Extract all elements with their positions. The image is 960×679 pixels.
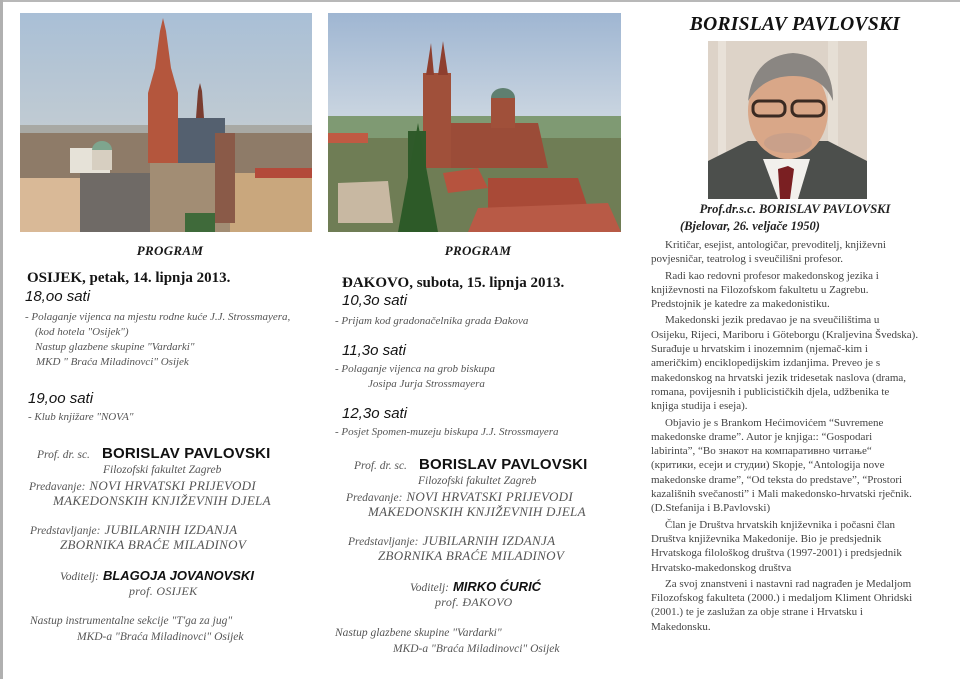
lecturer-name: BORISLAV PAVLOVSKI	[101, 445, 271, 462]
session-time: 10,3o sati	[342, 292, 408, 309]
session-line: Josipa Jurja Strossmayera	[368, 378, 485, 390]
lecturer-line	[37, 445, 271, 463]
session-line: - Polaganje vijenca na grob biskupa	[335, 363, 495, 375]
closing-line: Nastup glazbene skupine "Vardarki"	[335, 627, 502, 639]
closing-line: MKD-a "Braća Miladinovci" Osijek	[393, 643, 560, 655]
moderator-label: Voditelj:	[60, 571, 99, 583]
moderator-line	[60, 567, 254, 585]
session-line: - Polaganje vijenca na mjestu rodne kuće J.J. Strossmayera,	[25, 311, 291, 323]
portrait-photo	[708, 41, 867, 199]
page-border-left	[0, 0, 3, 679]
presentation-label: Predstavljanje:	[30, 525, 101, 537]
moderator-title: prof. ĐAKOVO	[435, 595, 513, 609]
bio-text	[651, 238, 919, 636]
page-border-top	[0, 0, 960, 2]
presentation-label: Predstavljanje:	[348, 536, 419, 548]
lecture-title: NOVI HRVATSKI PRIJEVODI	[406, 489, 573, 504]
session-time: 12,3o sati	[342, 405, 408, 422]
session-time: 11,3o sati	[342, 342, 406, 359]
closing-line: MKD-a "Braća Miladinovci" Osijek	[77, 631, 244, 643]
moderator-line	[410, 578, 541, 596]
presentation-title-cont: ZBORNIKA BRAĆE MILADINOV	[378, 548, 565, 563]
session-line: (kod hotela "Osijek")	[35, 326, 129, 338]
djakovo-cathedral-photo	[328, 13, 621, 232]
moderator-title: prof. OSIJEK	[129, 584, 198, 598]
lecturer-prefix: Prof. dr. sc.	[354, 460, 407, 472]
lecturer-affiliation: Filozofski fakultet Zagreb	[418, 475, 537, 487]
bio-paragraph: Za svoj znanstveni i nastavni rad nagrađen je Medaljom Filozofskog fakulteta (2000.) i medaljom Kliment Ohridski (2001.) te je zaslužan za obje strane i Hrvatsku i Makedonsku.	[651, 577, 913, 633]
bio-paragraph: Kritičar, esejist, antologičar, prevoditelj, književni povjesničar, teatrolog i sveučilišni profesor.	[651, 239, 886, 266]
session-line: MKD " Braća Miladinovci" Osijek	[36, 356, 189, 368]
session-line: Nastup glazbene skupine "Vardarki"	[35, 341, 195, 353]
event-date-line: ĐAKOVO, subota, 15. lipnja 2013.	[342, 275, 565, 291]
lecturer-prefix: Prof. dr. sc.	[37, 449, 90, 461]
bio-title: BORISLAV PAVLOVSKI	[689, 14, 901, 35]
moderator-label: Voditelj:	[410, 582, 449, 594]
session-line: - Klub knjižare "NOVA"	[28, 411, 134, 423]
lecture-title-cont: MAKEDONSKIH KNJIŽEVNIH DJELA	[53, 493, 271, 508]
bio-paragraph: Član je Društva hrvatskih književnika i počasni član Društva književnika Makedonije. Bio je predsjednik Hrvatskoga filološkog društva (1997-2001) i predsjednik Hrvatsko-makedonskog društva	[651, 518, 902, 574]
bio-caption-name: Prof.dr.s.c. BORISLAV PAVLOVSKI	[699, 202, 891, 216]
presentation-title-cont: ZBORNIKA BRAĆE MILADINOV	[60, 537, 247, 552]
bio-caption-birth: (Bjelovar, 26. veljače 1950)	[680, 219, 820, 233]
lecture-label: Predavanje:	[29, 481, 86, 493]
presentation-title: JUBILARNIH IZDANJA	[104, 522, 238, 537]
moderator-name: BLAGOJA JOVANOVSKI	[102, 568, 254, 583]
lecturer-name: BORISLAV PAVLOVSKI	[418, 456, 588, 473]
lecture-title-cont: MAKEDONSKIH KNJIŽEVNIH DJELA	[368, 504, 586, 519]
lecture-label: Predavanje:	[346, 492, 403, 504]
presentation-title: JUBILARNIH IZDANJA	[422, 533, 556, 548]
moderator-name: MIRKO ĆURIĆ	[452, 579, 542, 594]
event-date-line: OSIJEK, petak, 14. lipnja 2013.	[27, 270, 231, 286]
lecture-title: NOVI HRVATSKI PRIJEVODI	[89, 478, 256, 493]
session-line: - Prijam kod gradonačelnika grada Đakova	[335, 315, 529, 327]
session-time: 18,oo sati	[25, 288, 91, 305]
osijek-cathedral-photo	[20, 13, 312, 232]
program-heading: PROGRAM	[444, 243, 512, 258]
bio-paragraph: Objavio je s Brankom Hećimovićem “Suvremene makedonske drame”. Autor je knjiga:: “Gospodari labirinta”, “Во знакот на компаративно читање“ (критики, есеји и студии) Skopje, “Antologija nove makedonske drame”, “Od teksta do predstave”, “Prostori kazališnih svečanosti” i Mali makedonsko-hrvatski rječnik. (D.Stefanija i B.Pavlovski)	[651, 416, 912, 515]
program-heading: PROGRAM	[136, 243, 204, 258]
session-line: - Posjet Spomen-muzeju biskupa J.J. Strossmayera	[335, 426, 559, 438]
bio-paragraph: Makedonski jezik predavao je na sveučilištima u Osijeku, Rijeci, Mariboru i Göteborgu (Kraljevina Švedska). Surađuje u hrvatskim i inozemnim (njemač-kim i američkim) enciklopedijskim izdanjima. Preveo je s makedonskog na hrvatski jezik tridesetak naslova (drama, romana, povijesnih i publicističkih djela, udžbenika te knjiga studija i eseja).	[651, 314, 919, 413]
session-time: 19,oo sati	[28, 390, 94, 407]
bio-paragraph: Radi kao redovni profesor makedonskog jezika i književnosti na Filozofskom fakultetu u Zagrebu. Predstojnik je katedre za makedonistiku.	[651, 269, 879, 311]
lecturer-affiliation: Filozofski fakultet Zagreb	[103, 464, 222, 476]
closing-line: Nastup instrumentalne sekcije "T'ga za jug"	[30, 615, 233, 627]
lecturer-line	[354, 456, 588, 474]
